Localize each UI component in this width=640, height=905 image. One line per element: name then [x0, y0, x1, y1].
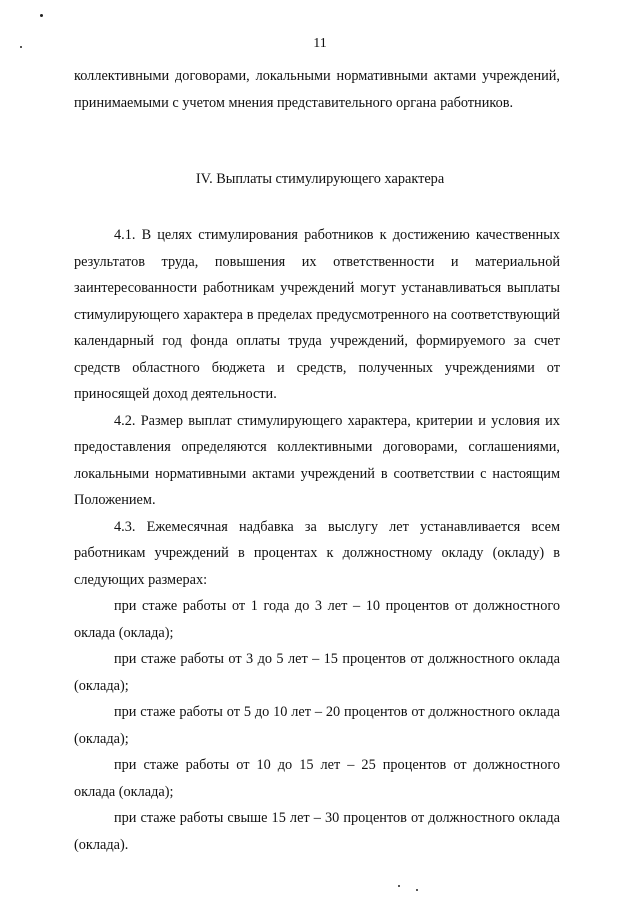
paragraph-4-1: 4.1. В целях стимулирования работников к достижению качественных результатов труда, повышения их ответственности и материальной заинтересованности работникам учреждений могут устанавливаться выплаты стимулирующего характера в пределах предусмотренного на соответствующий календарный год фонда оплаты труда учреждений, формируемого за счет средств областного бюджета и средств, полученных учреждениями от приносящей доход деятельности.: [74, 227, 560, 402]
paragraph-4-2: 4.2. Размер выплат стимулирующего характера, критерии и условия их предоставления определяются коллективными договорами, соглашениями, локальными нормативными актами учреждений в соответствии с настоящим Положением.: [74, 412, 560, 508]
seniority-item-2: при стаже работы от 3 до 5 лет – 15 процентов от должностного оклада (оклада);: [74, 651, 560, 694]
seniority-item-3: при стаже работы от 5 до 10 лет – 20 процентов от должностного оклада (оклада);: [74, 704, 560, 747]
scan-speck: [416, 889, 418, 891]
scan-speck: [40, 14, 43, 17]
seniority-item-4: при стаже работы от 10 до 15 лет – 25 процентов от должностного оклада (оклада);: [74, 757, 560, 800]
scan-speck: [398, 885, 400, 887]
intro-paragraph: коллективными договорами, локальными нормативными актами учреждений, принимаемыми с учетом мнения представительного органа работников.: [74, 68, 560, 111]
seniority-item-1: при стаже работы от 1 года до 3 лет – 10 процентов от должностного оклада (оклада);: [74, 598, 560, 641]
paragraph-4-3: 4.3. Ежемесячная надбавка за выслугу лет устанавливается всем работникам учреждений в процентах к должностному окладу (окладу) в следующих размерах:: [74, 518, 560, 588]
intro-block: [74, 63, 560, 116]
seniority-item-5: при стаже работы свыше 15 лет – 30 процентов от должностного оклада (оклада).: [74, 810, 560, 853]
page-number: 11: [313, 36, 327, 51]
section-heading: IV. Выплаты стимулирующего характера: [195, 171, 445, 187]
section-body: [74, 222, 560, 858]
